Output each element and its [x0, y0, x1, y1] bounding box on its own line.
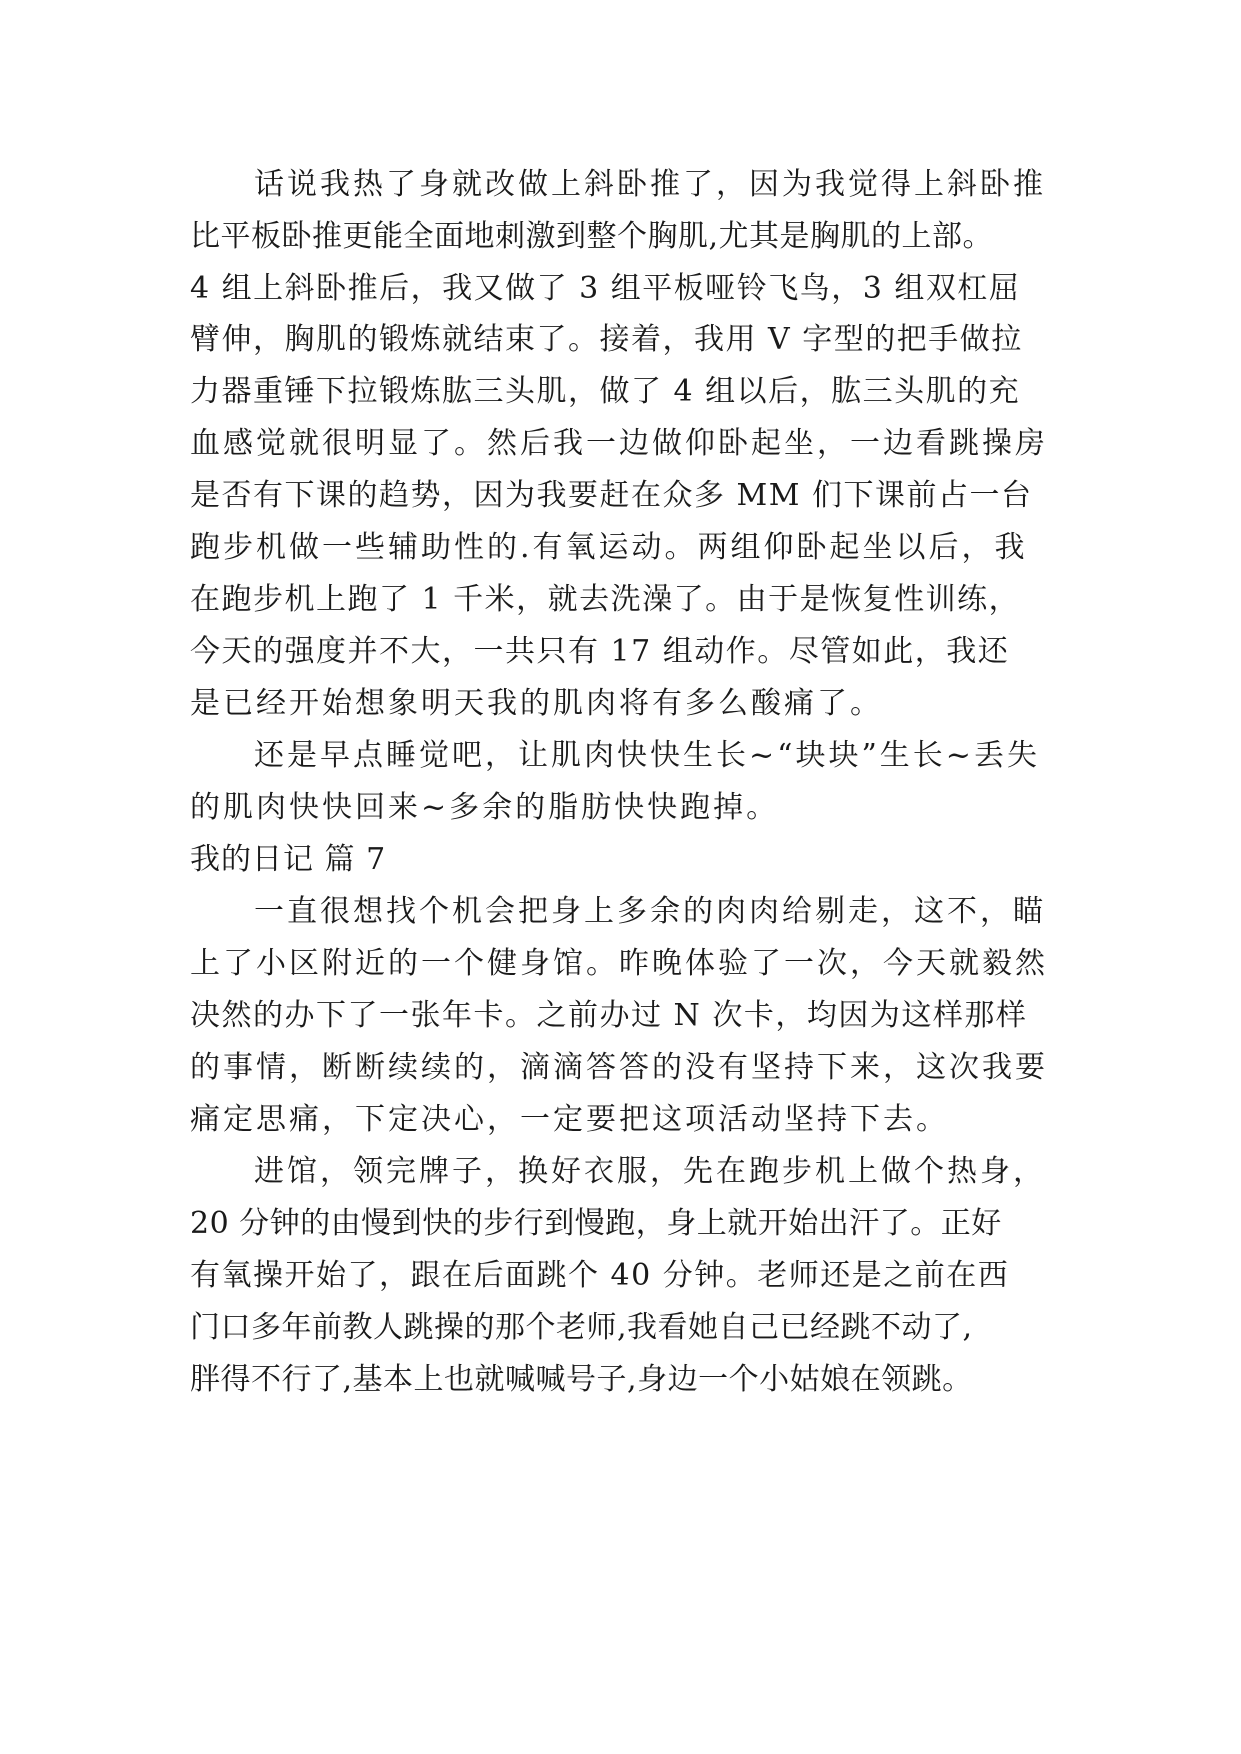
- text-line: 进馆，领完牌子，换好衣服，先在跑步机上做个热身，: [254, 1154, 1046, 1189]
- text-line: 4 组上斜卧推后，我又做了 3 组平板哑铃飞鸟，3 组双杠屈: [190, 271, 1021, 306]
- text-line: 比平板卧推更能全面地刺激到整个胸肌,尤其是胸肌的上部。: [190, 219, 994, 254]
- text-line: 20 分钟的由慢到快的步行到慢跑，身上就开始出汗了。正好: [190, 1206, 1002, 1241]
- text-line: 臂伸，胸肌的锻炼就结束了。接着，我用 V 字型的把手做拉: [190, 322, 1023, 357]
- text-line: 是否有下课的趋势，因为我要赶在众多 MM 们下课前占一台: [190, 478, 1033, 513]
- text-line: 血感觉就很明显了。然后我一边做仰卧起坐，一边看跳操房: [190, 426, 1048, 461]
- text-line: 一直很想找个机会把身上多余的肉肉给剔走，这不，瞄: [254, 894, 1046, 929]
- text-line: 门口多年前教人跳操的那个老师,我看她自己已经跳不动了,: [190, 1310, 973, 1345]
- text-line: 话说我热了身就改做上斜卧推了，因为我觉得上斜卧推: [254, 167, 1046, 202]
- text-line: 胖得不行了,基本上也就喊喊号子,身边一个小姑娘在领跳。: [190, 1362, 973, 1397]
- text-line: 在跑步机上跑了 1 千米，就去洗澡了。由于是恢复性训练，: [190, 582, 1021, 617]
- text-line: 是已经开始想象明天我的肌肉将有多么酸痛了。: [190, 686, 883, 721]
- section-heading: 我的日记 篇 7: [190, 842, 387, 877]
- text-line: 今天的强度并不大，一共只有 17 组动作。尽管如此，我还: [190, 634, 1010, 669]
- text-line: 力器重锤下拉锻炼肱三头肌，做了 4 组以后，肱三头肌的充: [190, 374, 1021, 409]
- text-line: 有氧操开始了，跟在后面跳个 40 分钟。老师还是之前在西: [190, 1258, 1010, 1293]
- text-line: 的事情，断断续续的，滴滴答答的没有坚持下来，这次我要: [190, 1050, 1048, 1085]
- text-line: 上了小区附近的一个健身馆。昨晚体验了一次，今天就毅然: [190, 946, 1048, 981]
- text-line: 跑步机做一些辅助性的.有氧运动。两组仰卧起坐以后，我: [190, 530, 1028, 565]
- text-line: 决然的办下了一张年卡。之前办过 N 次卡，均因为这样那样: [190, 998, 1028, 1033]
- text-line: 痛定思痛，下定决心，一定要把这项活动坚持下去。: [190, 1102, 949, 1137]
- text-line: 的肌肉快快回来~多余的脂肪快快跑掉。: [190, 790, 780, 825]
- text-line: 还是早点睡觉吧，让肌肉快快生长~“块块”生长~丢失: [254, 738, 1040, 773]
